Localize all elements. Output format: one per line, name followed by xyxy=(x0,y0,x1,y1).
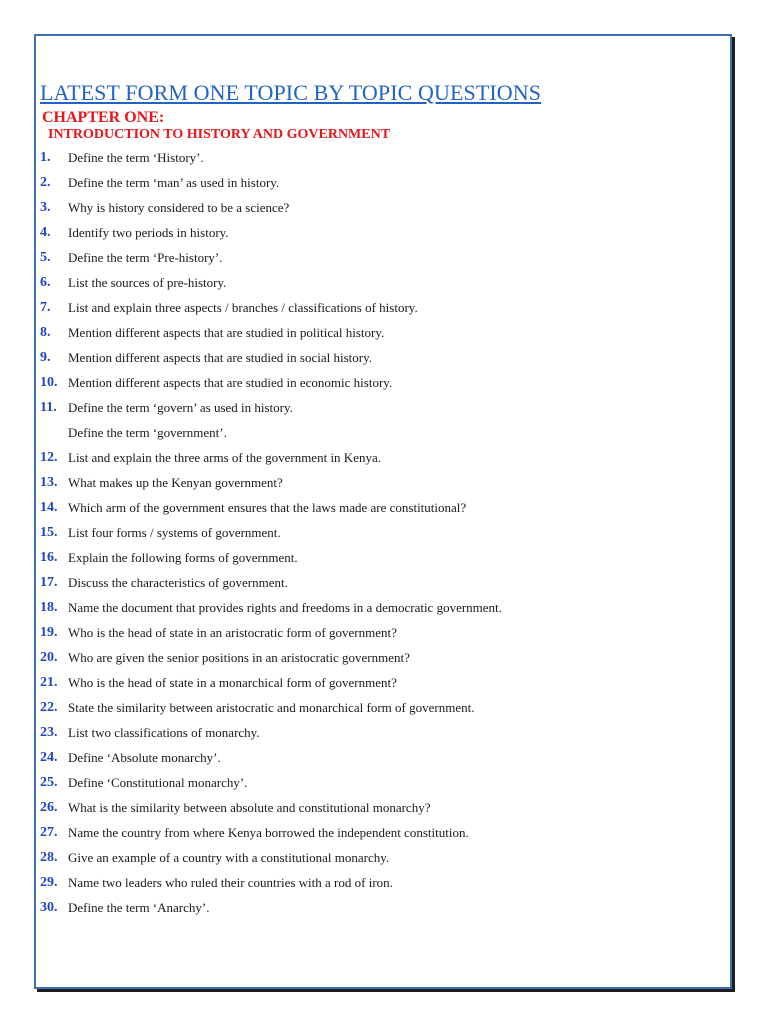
question-text: Give an example of a country with a constitutional monarchy. xyxy=(68,850,390,865)
question-text: Define ‘Absolute monarchy’. xyxy=(68,750,221,765)
question-text: Which arm of the government ensures that the laws made are constitutional? xyxy=(68,500,467,515)
question-text: Name the document that provides rights and freedoms in a democratic government. xyxy=(68,600,502,615)
question-item xyxy=(40,420,720,445)
question-item xyxy=(40,770,720,795)
question-text: Define the term ‘History’. xyxy=(68,150,204,165)
question-text: What makes up the Kenyan government? xyxy=(68,475,283,490)
question-text: Who are given the senior positions in an aristocratic government? xyxy=(68,650,410,665)
question-item xyxy=(40,645,720,670)
question-number: 4. xyxy=(40,225,51,240)
question-number: 7. xyxy=(40,300,51,315)
question-number: 16. xyxy=(40,550,58,565)
question-item xyxy=(40,470,720,495)
question-item xyxy=(40,195,720,220)
question-item xyxy=(40,895,720,920)
question-number: 25. xyxy=(40,775,58,790)
question-text: Define the term ‘Pre-history’. xyxy=(68,250,223,265)
question-list xyxy=(40,145,720,920)
question-text: What is the similarity between absolute and constitutional monarchy? xyxy=(68,800,431,815)
question-text: Identify two periods in history. xyxy=(68,225,229,240)
question-text: Define the term ‘Anarchy’. xyxy=(68,900,210,915)
question-item xyxy=(40,820,720,845)
question-text: Define ‘Constitutional monarchy’. xyxy=(68,775,248,790)
question-text: Define the term ‘man’ as used in history. xyxy=(68,175,280,190)
question-number: 9. xyxy=(40,350,51,365)
question-item xyxy=(40,145,720,170)
question-item xyxy=(40,670,720,695)
question-item xyxy=(40,695,720,720)
question-text: List two classifications of monarchy. xyxy=(68,725,260,740)
question-item xyxy=(40,870,720,895)
question-text: Mention different aspects that are studied in social history. xyxy=(68,350,372,365)
question-number: 19. xyxy=(40,625,58,640)
question-item xyxy=(40,320,720,345)
question-text: List and explain the three arms of the government in Kenya. xyxy=(68,450,381,465)
question-item xyxy=(40,570,720,595)
question-text: Explain the following forms of government. xyxy=(68,550,298,565)
question-number: 30. xyxy=(40,900,58,915)
question-text: List the sources of pre-history. xyxy=(68,275,227,290)
question-item xyxy=(40,845,720,870)
question-number: 8. xyxy=(40,325,51,340)
question-number: 18. xyxy=(40,600,58,615)
question-number: 5. xyxy=(40,250,51,265)
question-item xyxy=(40,345,720,370)
question-text: Who is the head of state in a monarchical form of government? xyxy=(68,675,397,690)
question-number: 11. xyxy=(40,400,57,415)
question-number: 13. xyxy=(40,475,58,490)
question-text: State the similarity between aristocratic and monarchical form of government. xyxy=(68,700,475,715)
question-number: 6. xyxy=(40,275,51,290)
question-item xyxy=(40,370,720,395)
question-number: 12. xyxy=(40,450,58,465)
question-number: 15. xyxy=(40,525,58,540)
question-item xyxy=(40,795,720,820)
question-number: 22. xyxy=(40,700,58,715)
question-item xyxy=(40,295,720,320)
question-number: 3. xyxy=(40,200,51,215)
question-item xyxy=(40,495,720,520)
question-number: 26. xyxy=(40,800,58,815)
question-text: List and explain three aspects / branches / classifications of history. xyxy=(68,300,418,315)
question-number: 24. xyxy=(40,750,58,765)
question-item xyxy=(40,445,720,470)
question-item xyxy=(40,245,720,270)
question-number: 28. xyxy=(40,850,58,865)
document-title: LATEST FORM ONE TOPIC BY TOPIC QUESTIONS xyxy=(40,80,542,105)
question-item xyxy=(40,170,720,195)
question-text: Name two leaders who ruled their countries with a rod of iron. xyxy=(68,875,393,890)
question-number: 27. xyxy=(40,825,58,840)
question-item xyxy=(40,720,720,745)
question-item xyxy=(40,270,720,295)
question-number: 10. xyxy=(40,375,58,390)
question-text: Define the term ‘govern’ as used in history. xyxy=(68,400,293,415)
question-text: Who is the head of state in an aristocratic form of government? xyxy=(68,625,397,640)
question-text: Name the country from where Kenya borrowed the independent constitution. xyxy=(68,825,469,840)
question-number: 1. xyxy=(40,150,51,165)
question-item xyxy=(40,620,720,645)
question-item xyxy=(40,595,720,620)
question-number: 21. xyxy=(40,675,58,690)
question-number: 23. xyxy=(40,725,58,740)
question-text: Mention different aspects that are studied in economic history. xyxy=(68,375,393,390)
chapter-subtitle: INTRODUCTION TO HISTORY AND GOVERNMENT xyxy=(48,127,391,142)
question-item xyxy=(40,745,720,770)
question-text: Mention different aspects that are studied in political history. xyxy=(68,325,385,340)
question-number: 29. xyxy=(40,875,58,890)
question-number: 2. xyxy=(40,175,51,190)
question-text: Why is history considered to be a science? xyxy=(68,200,290,215)
chapter-heading: CHAPTER ONE: xyxy=(42,109,165,126)
question-text: Discuss the characteristics of government. xyxy=(68,575,288,590)
question-item xyxy=(40,220,720,245)
question-number: 17. xyxy=(40,575,58,590)
question-item xyxy=(40,520,720,545)
question-number: 20. xyxy=(40,650,58,665)
question-item xyxy=(40,395,720,420)
question-text: Define the term ‘government’. xyxy=(68,425,227,440)
question-number: 14. xyxy=(40,500,58,515)
question-text: List four forms / systems of government. xyxy=(68,525,281,540)
question-item xyxy=(40,545,720,570)
